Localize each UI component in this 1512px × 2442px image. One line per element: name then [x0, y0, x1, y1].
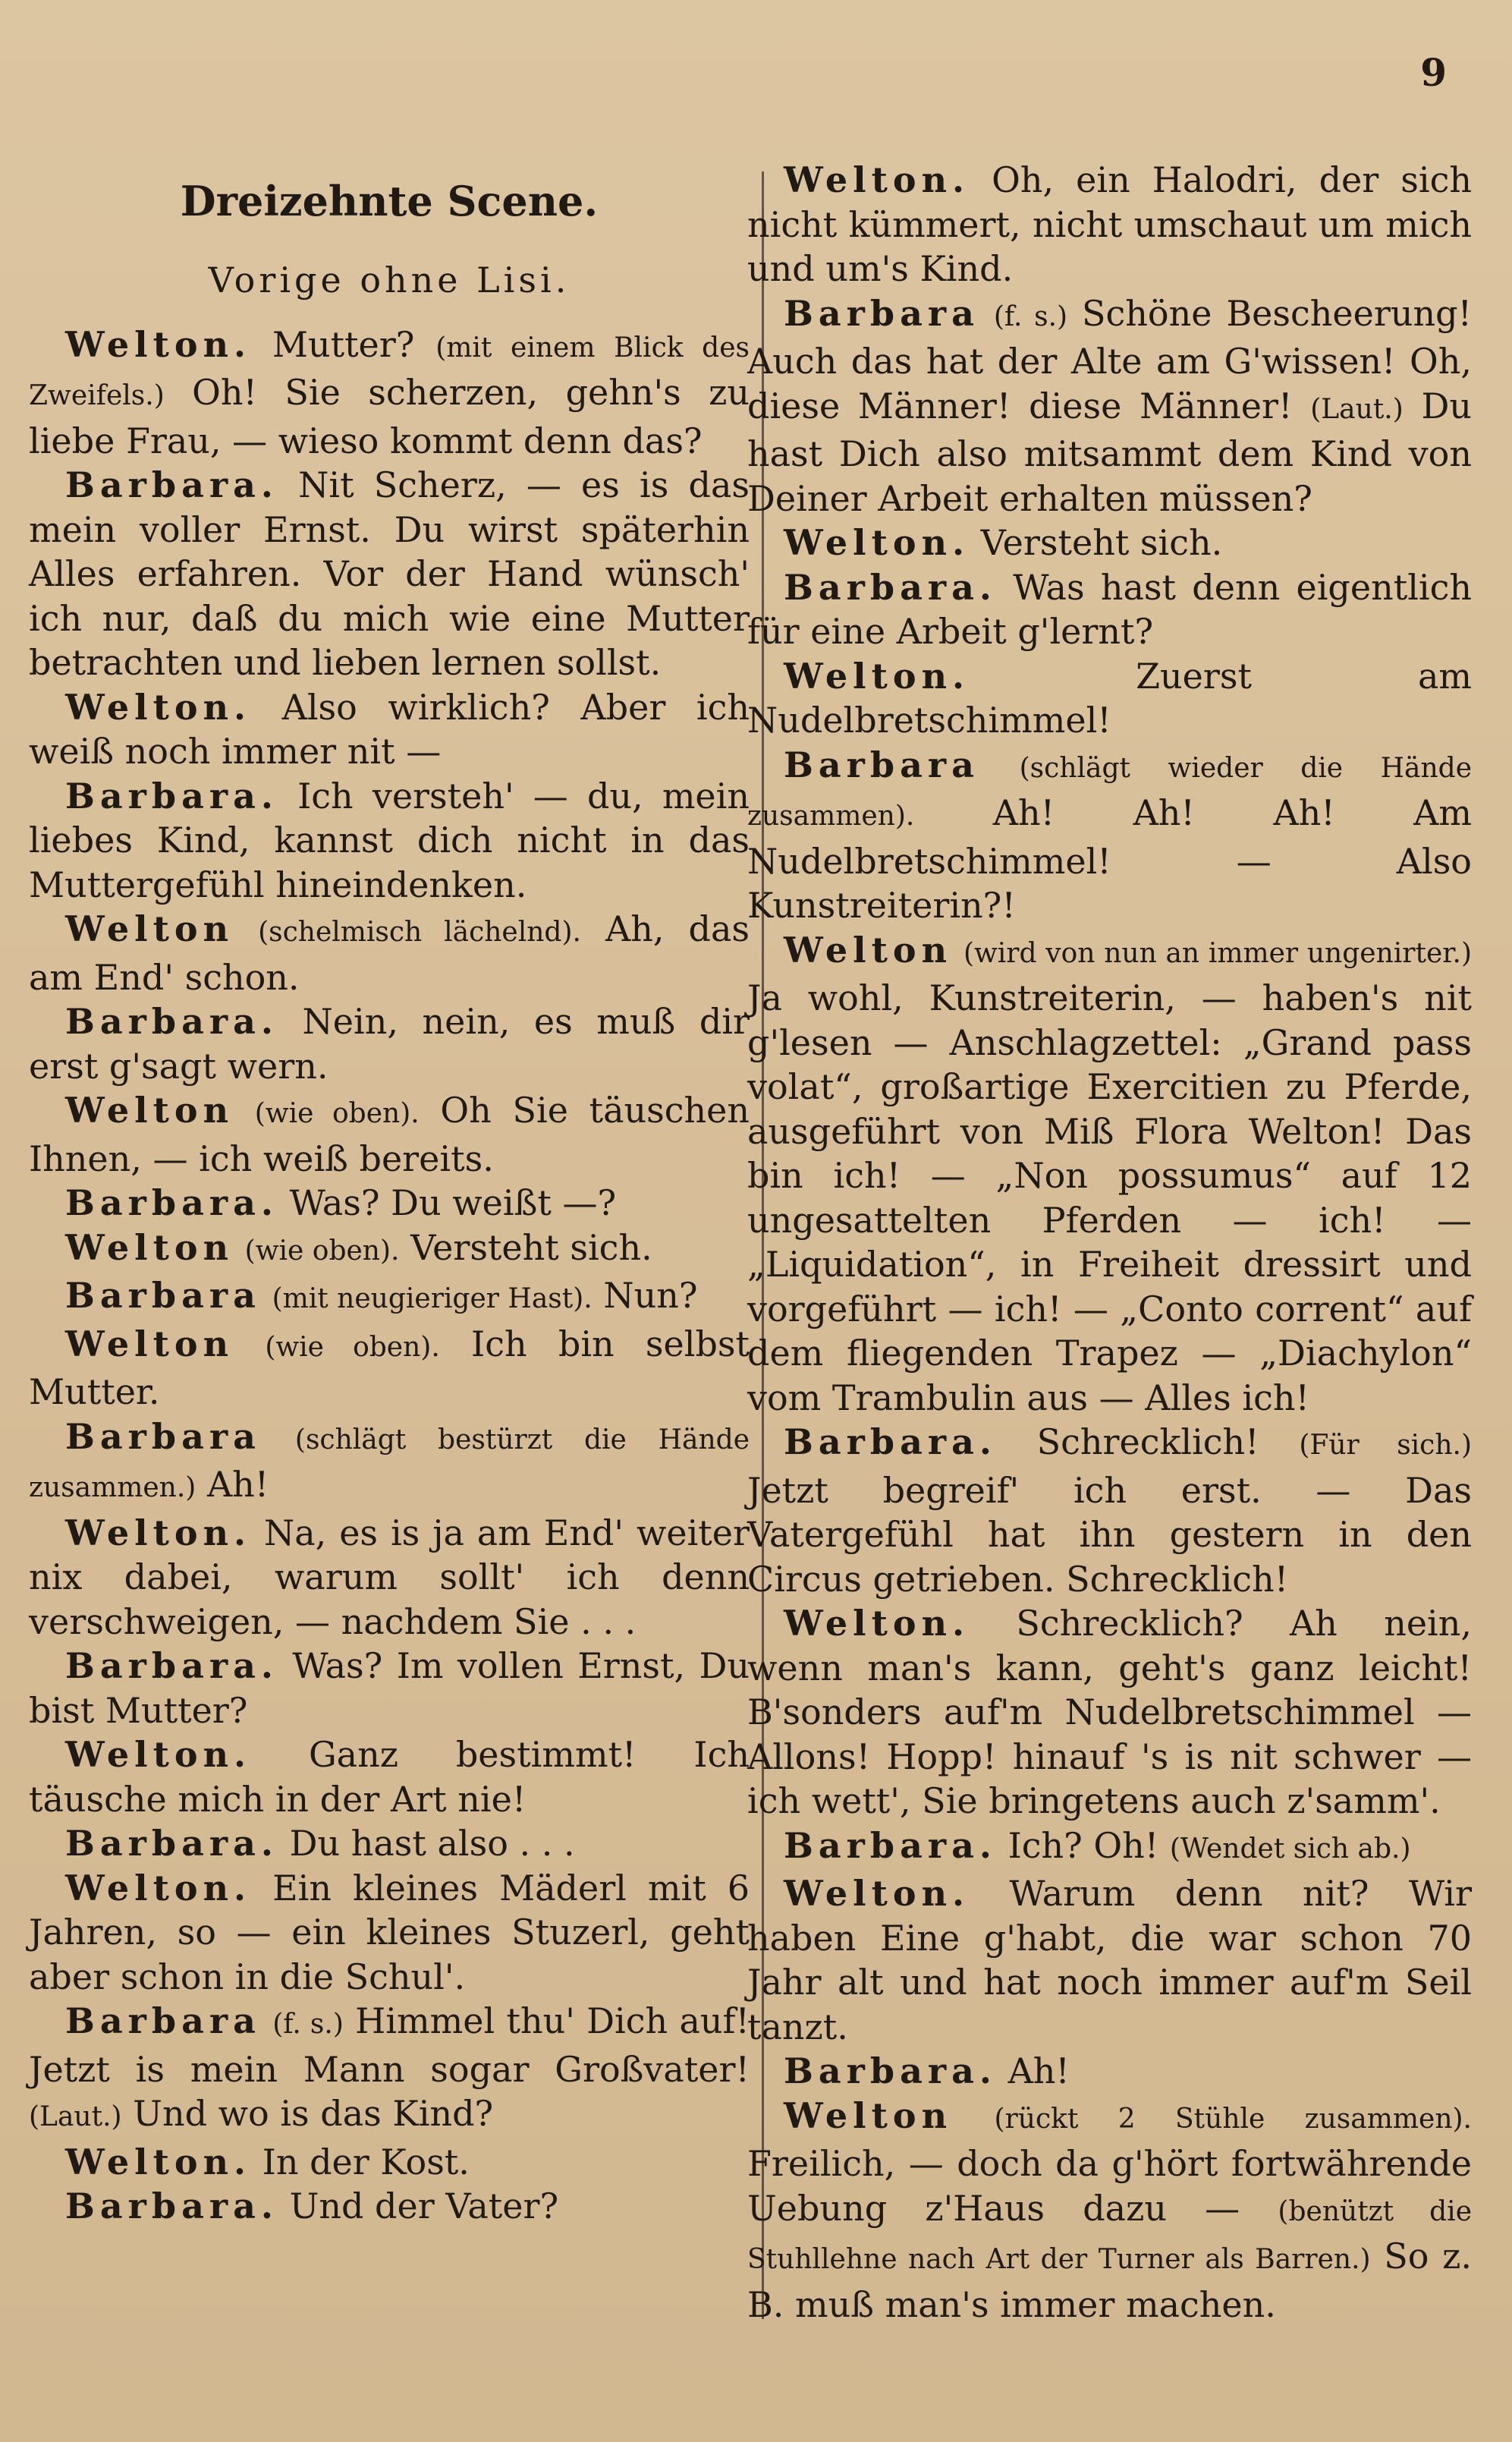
stage-direction: (wird von nun an immer ungenirter.)	[963, 937, 1472, 969]
speaker-name: Welton	[65, 1323, 234, 1364]
stage-direction: (Laut.)	[1310, 393, 1404, 425]
dialogue-entry	[747, 291, 1472, 521]
speaker-name: Welton	[65, 908, 234, 949]
speaker-name: Barbara	[784, 292, 979, 334]
speaker-name: Barbara.	[65, 2186, 278, 2226]
left-dialogue	[29, 323, 750, 2229]
dialogue-text: Ich bin selbst Mutter.	[29, 1323, 750, 1412]
speaker-name: Barbara.	[784, 1421, 997, 1462]
dialogue-text: Ah!	[196, 1464, 269, 1505]
dialogue-entry	[29, 1999, 750, 2140]
dialogue-text: Zuerst am Nudelbretschimmel!	[747, 655, 1473, 741]
speaker-name: Welton.	[784, 522, 970, 563]
dialogue-text: Schrecklich? Ah nein, wenn man's kann, geht's ganz leicht! B'sonders auf'm Nudelbretschimmel — Allons! Hopp! hinauf 's is nit schwer — ich wett', Sie bringetens auch z'samm'.	[747, 1603, 1472, 1821]
dialogue-entry	[29, 774, 750, 908]
dialogue-text: Ah, das am End' schon.	[29, 908, 750, 998]
dialogue-entry	[747, 1871, 1472, 2049]
stage-direction: (schlägt bestürzt die Hände zusammen.)	[29, 1424, 750, 1503]
stage-direction: (Für sich.)	[1299, 1430, 1473, 1461]
dialogue-text: Was? Im vollen Ernst, Du bist Mutter?	[29, 1645, 750, 1731]
stage-direction: (wie oben).	[254, 1098, 420, 1129]
speaker-name: Barbara.	[65, 1645, 278, 1686]
dialogue-entry	[747, 565, 1472, 654]
dialogue-entry	[29, 1415, 750, 1511]
speaker-name: Welton.	[65, 1734, 252, 1775]
dialogue-text: Ganz bestimmt! Ich täusche mich in der Art nie!	[29, 1734, 750, 1820]
dialogue-text: Na, es is ja am End' weiter nix dabei, warum sollt' ich denn verschweigen, — nachdem Sie . . .	[29, 1512, 750, 1642]
dialogue-entry	[29, 1226, 750, 1274]
dialogue-entry	[29, 1732, 750, 1821]
speaker-name: Welton.	[65, 323, 252, 365]
dialogue-entry	[747, 928, 1472, 1421]
speaker-name: Welton.	[784, 655, 970, 697]
dialogue-text: Versteht sich.	[980, 522, 1223, 563]
stage-direction: (rückt 2 Stühle zusammen).	[994, 2103, 1472, 2135]
dialogue-entry	[747, 743, 1472, 928]
dialogue-entry	[29, 1644, 750, 1732]
stage-direction: (Laut.)	[29, 2101, 122, 2132]
dialogue-text: Nun?	[592, 1275, 698, 1316]
speaker-name: Barbara.	[65, 464, 278, 505]
dialogue-text: Nein, nein, es muß dir erst g'sagt wern.	[29, 1001, 750, 1087]
speaker-name: Welton	[784, 929, 953, 971]
dialogue-entry	[747, 2094, 1472, 2327]
speaker-name: Barbara	[65, 1415, 261, 1457]
dialogue-entry	[29, 463, 750, 685]
stage-direction: (mit neugieriger Hast).	[272, 1283, 593, 1314]
stage-direction: (wie oben).	[244, 1235, 400, 1267]
speaker-name: Welton.	[65, 1512, 252, 1553]
scene-title: Dreizehnte Scene.	[180, 177, 599, 225]
dialogue-entry	[29, 1273, 750, 1322]
dialogue-text: Versteht sich.	[399, 1226, 652, 1268]
dialogue-text: Was hast denn eigentlich für eine Arbeit g'lernt?	[747, 566, 1473, 652]
dialogue-entry	[747, 521, 1472, 565]
stage-direction: (schelmisch lächelnd).	[258, 917, 581, 948]
speaker-name: Welton.	[65, 2141, 252, 2182]
page-number: 9	[1420, 50, 1447, 95]
scene-subtitle: Vorige ohne Lisi.	[208, 260, 571, 301]
dialogue-entry	[747, 1601, 1472, 1824]
dialogue-text: Freilich, — doch da g'hört fortwährende Uebung z'Haus dazu —	[747, 2143, 1472, 2229]
speaker-name: Welton	[65, 1090, 234, 1131]
right-dialogue	[747, 158, 1472, 2327]
speaker-name: Barbara.	[65, 1182, 278, 1223]
stage-direction: (wie oben).	[265, 1331, 440, 1363]
speaker-name: Welton	[784, 2094, 953, 2136]
speaker-name: Barbara.	[784, 1824, 997, 1866]
dialogue-entry	[747, 158, 1472, 291]
dialogue-entry	[29, 2184, 750, 2229]
dialogue-entry	[29, 2140, 750, 2185]
speaker-name: Welton.	[784, 1873, 970, 1914]
left-column	[29, 179, 750, 2229]
speaker-name: Barbara.	[784, 566, 997, 608]
stage-direction: (f. s.)	[993, 301, 1068, 332]
right-column	[747, 158, 1472, 2327]
dialogue-entry	[29, 1821, 750, 1866]
dialogue-entry	[29, 1866, 750, 2000]
dialogue-text: Was? Du weißt —?	[289, 1182, 617, 1223]
speaker-name: Welton.	[65, 686, 252, 728]
dialogue-text: Und der Vater?	[289, 2186, 559, 2226]
speaker-name: Welton.	[784, 159, 970, 200]
dialogue-text: Ich? Oh!	[1007, 1824, 1170, 1866]
dialogue-text: Also wirklich? Aber ich weiß noch immer nit —	[29, 686, 750, 772]
dialogue-text: Und wo is das Kind?	[121, 2093, 494, 2134]
dialogue-entry	[29, 323, 750, 464]
dialogue-entry	[747, 1824, 1472, 1872]
speaker-name: Barbara.	[65, 1001, 278, 1042]
speaker-name: Welton	[65, 1226, 234, 1268]
stage-direction: (Wendet sich ab.)	[1169, 1833, 1411, 1865]
dialogue-text: Ah!	[1007, 2050, 1070, 2091]
dialogue-text: Ja wohl, Kunstreiterin, — haben's nit g'lesen — Anschlagzettel: „Grand pass volat“, großartige Exercitien zu Pferde, ausgeführt von Miß Flora Welton! Das bin ich! — „Non possumus“ auf 12 ungesattelten Pferden — ich! — „Liquidation“, in Freiheit dressirt und vorgeführt — ich! — „Conto corrent“ auf dem fliegenden Trapez — „Diachylon“ vom Trambulin aus — Alles ich!	[747, 977, 1472, 1418]
dialogue-entry	[747, 2049, 1472, 2094]
speaker-name: Barbara	[65, 2000, 261, 2041]
dialogue-text: Mutter?	[272, 323, 436, 365]
dialogue-text: Warum denn nit? Wir haben Eine g'habt, die war schon 70 Jahr alt und hat noch immer auf'm Seil tanzt.	[747, 1873, 1472, 2047]
dialogue-text: Du hast Dich also mitsammt dem Kind von Deiner Arbeit erhalten müssen?	[747, 385, 1472, 519]
speaker-name: Barbara.	[784, 2050, 997, 2091]
dialogue-text: Schöne Bescheerung! Auch das hat der Alte am G'wissen! Oh, diese Männer! diese Männer!	[747, 292, 1473, 426]
dialogue-text: Oh! Sie scherzen, gehn's zu liebe Frau, — wieso kommt denn das?	[29, 372, 750, 461]
speaker-name: Barbara	[65, 1275, 261, 1316]
dialogue-entry	[29, 1181, 750, 1226]
dialogue-entry	[29, 685, 750, 774]
dialogue-text: Du hast also . . .	[289, 1823, 575, 1864]
dialogue-text: Ich versteh' — du, mein liebes Kind, kannst dich nicht in das Muttergefühl hineindenken.	[29, 775, 750, 905]
dialogue-entry	[29, 1511, 750, 1644]
dialogue-entry	[747, 654, 1472, 743]
dialogue-text: So z. B. muß man's immer machen.	[747, 2236, 1472, 2325]
dialogue-text: Ah! Ah! Ah! Am Nudelbretschimmel! — Also Kunstreiterin?!	[747, 792, 1472, 926]
dialogue-entry	[29, 1088, 750, 1181]
dialogue-text: Himmel thu' Dich auf! Jetzt is mein Mann sogar Großvater!	[29, 2000, 750, 2090]
stage-direction: (benützt die Stuhllehne nach Art der Turner als Barren.)	[747, 2195, 1472, 2275]
dialogue-entry	[29, 999, 750, 1088]
speaker-name: Barbara.	[65, 1823, 278, 1864]
stage-direction: (mit einem Blick des Zweifels.)	[29, 332, 750, 411]
stage-direction: (schlägt wieder die Hände zusammen).	[747, 752, 1472, 832]
dialogue-text: Nit Scherz, — es is das mein voller Ernst. Du wirst späterhin Alles erfahren. Vor der Hand wünsch' ich nur, daß du mich wie eine Mutter betrachten und lieben lernen sollst.	[29, 464, 750, 683]
dialogue-text: Ein kleines Mäderl mit 6 Jahren, so — ein kleines Stuzerl, geht aber schon in die Schul'.	[29, 1867, 750, 1997]
dialogue-text: Jetzt begreif' ich erst. — Das Vatergefühl hat ihn gestern in den Circus getrieben. Schrecklich!	[747, 1469, 1472, 1600]
dialogue-text: Oh, ein Halodri, der sich nicht kümmert, nicht umschaut um mich und um's Kind.	[747, 159, 1473, 289]
speaker-name: Welton.	[784, 1603, 970, 1644]
dialogue-text: Schrecklich!	[1036, 1421, 1300, 1462]
dialogue-entry	[29, 1322, 750, 1415]
speaker-name: Barbara	[784, 744, 979, 785]
speaker-name: Barbara.	[65, 775, 278, 817]
speaker-name: Welton.	[65, 1867, 252, 1909]
dialogue-text: Oh Sie täuschen Ihnen, — ich weiß bereits.	[29, 1090, 750, 1179]
dialogue-entry	[747, 1420, 1472, 1601]
dialogue-entry	[29, 907, 750, 999]
dialogue-text: In der Kost.	[262, 2141, 470, 2182]
stage-direction: (f. s.)	[272, 2009, 344, 2040]
